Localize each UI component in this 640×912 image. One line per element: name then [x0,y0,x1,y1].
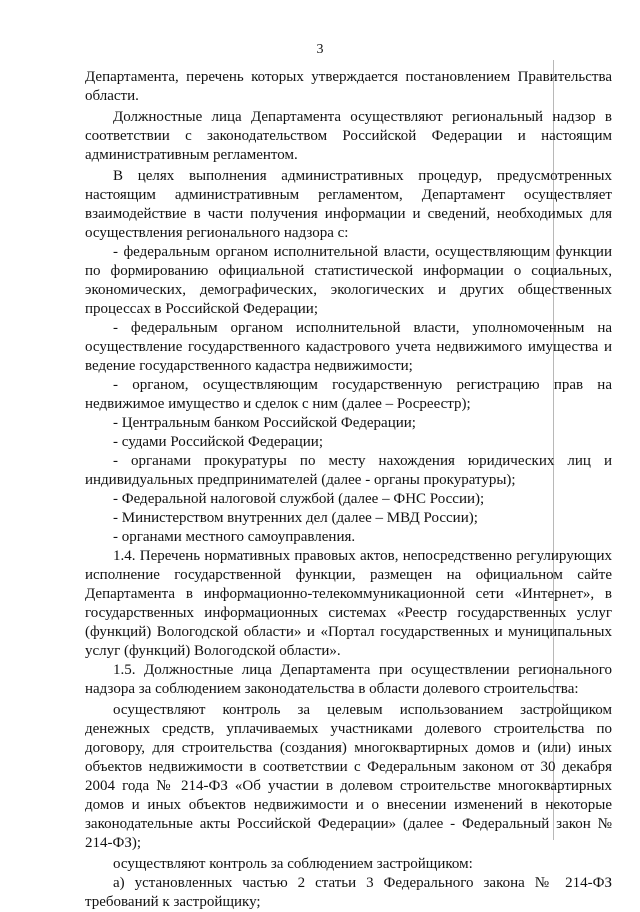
list-item: - федеральным органом исполнительной власти, уполномоченным на осуществление государственного кадастрового учета недвижимого имущества и ведение государственного кадастра недвижимости; [85,320,612,374]
list-item: - судами Российской Федерации; [113,434,323,450]
list-item: - Федеральной налоговой службой (далее – ФНС России); [113,491,485,507]
page-number: 3 [316,42,324,57]
list-item: - Министерством внутренних дел (далее – МВД России); [113,510,478,526]
section-paragraph: 1.4. Перечень нормативных правовых актов, непосредственно регулирующих исполнение государственной функции, размещен на официальном сайте Департамента в информационно-телекоммуникационной сети «Интернет», в государственных информационных системах «Реестр государственных услуг (функций) Вологодской области» и «Портал государственных и муниципальных услуг (функций) Вологодской области». [85,548,612,659]
list-item: - органами местного самоуправления. [113,529,356,545]
paragraph: а) установленных частью 2 статьи 3 Федерального закона № 214-ФЗ требований к застройщику; [85,875,612,910]
list-item: - органом, осуществляющим государственную регистрацию прав на недвижимое имущество и сделок с ним (далее – Росреестр); [85,377,612,412]
section-paragraph: 1.5. Должностные лица Департамента при осуществлении регионального надзора за соблюдением законодательства в области долевого строительства: [85,662,612,697]
document-body [85,68,612,912]
paragraph: Департамента, перечень которых утверждается постановлением Правительства области. [85,69,612,104]
paragraph: осуществляют контроль за целевым использованием застройщиком денежных средств, уплачиваемых участниками долевого строительства по договору, для строительства (создания) многоквартирных домов и (или) иных объектов недвижимости в соответствии с Федеральным законом от 30 декабря 2004 года № 214-ФЗ «Об участии в долевом строительстве многоквартирных домов и иных объектов недвижимости и о внесении изменений в некоторые законодательные акты Российской Федерации» (далее - Федеральный закон № 214-ФЗ); [85,702,612,851]
paragraph: В целях выполнения административных процедур, предусмотренных настоящим административным регламентом, Департамент осуществляет взаимодействие в части получения информации и сведений, необходимых для осуществления регионального надзора с: [85,168,612,241]
paragraph: Должностные лица Департамента осуществляют региональный надзор в соответствии с законодательством Российской Федерации и настоящим административным регламентом. [85,109,612,163]
list-item: - Центральным банком Российской Федерации; [113,415,416,431]
list-item: - органами прокуратуры по месту нахождения юридических лиц и индивидуальных предпринимателей (далее - органы прокуратуры); [85,453,612,488]
list-item: - федеральным органом исполнительной власти, осуществляющим функции по формированию официальной статистической информации о социальных, экономических, демографических, экологических и других общественных процессах в Российской Федерации; [85,244,612,317]
paragraph: осуществляют контроль за соблюдением застройщиком: [113,856,473,872]
